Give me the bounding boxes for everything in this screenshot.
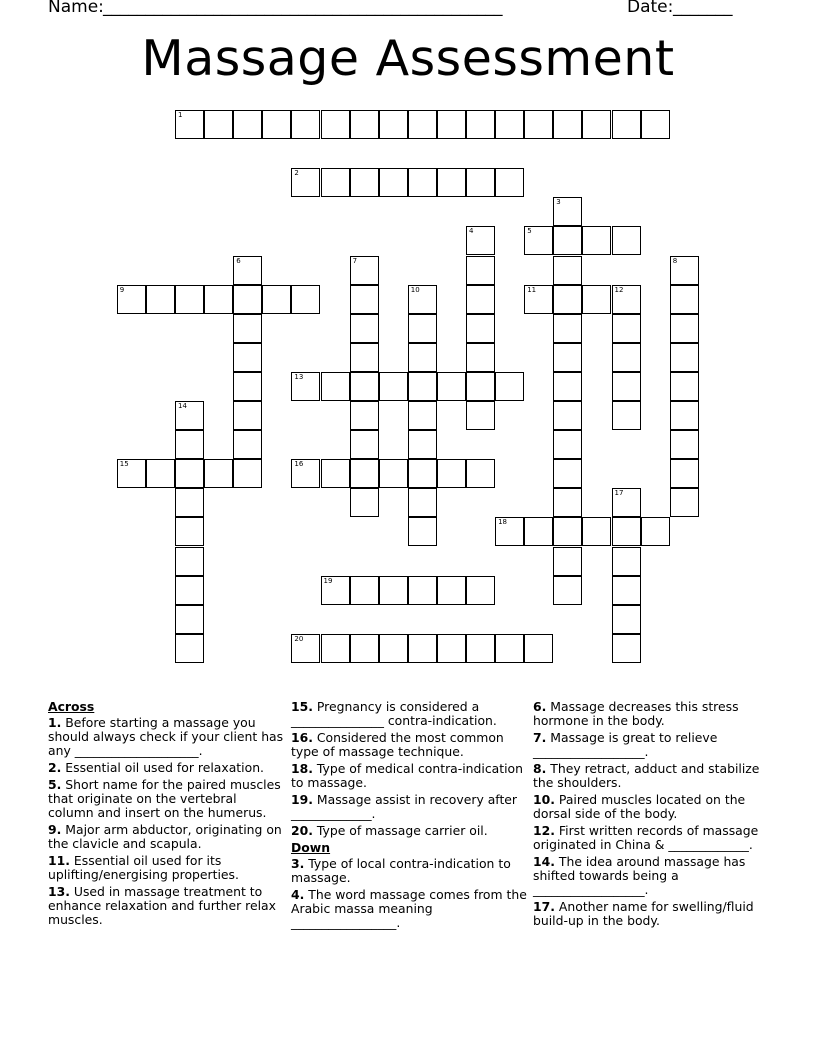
crossword-cell[interactable] (582, 110, 611, 139)
crossword-cell[interactable] (262, 285, 291, 314)
crossword-cell[interactable] (553, 343, 582, 372)
crossword-cell[interactable] (408, 314, 437, 343)
crossword-cell[interactable] (612, 605, 641, 634)
crossword-cell[interactable] (553, 459, 582, 488)
clue-down-12 (533, 824, 769, 852)
clue-across-15 (291, 700, 527, 728)
clue-number-label: 4 (469, 227, 474, 236)
clue-text: Paired muscles located on the dorsal side of the body. (533, 792, 746, 821)
crossword-cell[interactable] (321, 110, 350, 139)
crossword-cell[interactable] (553, 517, 582, 546)
clue-down-10 (533, 793, 769, 821)
clue-down-17 (533, 900, 769, 928)
clue-number: 8. (533, 761, 547, 776)
crossword-cell[interactable] (175, 110, 204, 139)
crossword-cell[interactable] (524, 634, 553, 663)
crossword-cell[interactable] (175, 634, 204, 663)
crossword-cell[interactable] (379, 372, 408, 401)
clue-number-label: 10 (410, 285, 420, 294)
crossword-cell[interactable] (350, 285, 379, 314)
crossword-cell[interactable] (379, 168, 408, 197)
crossword-cell[interactable] (350, 110, 379, 139)
crossword-cell[interactable] (408, 401, 437, 430)
clue-down-4 (291, 888, 527, 930)
crossword-cell[interactable] (670, 256, 699, 285)
crossword-cell[interactable] (582, 285, 611, 314)
crossword-cell[interactable] (466, 459, 495, 488)
clue-down-6 (533, 700, 769, 728)
crossword-cell[interactable] (495, 517, 524, 546)
crossword-cell[interactable] (670, 285, 699, 314)
crossword-cell[interactable] (670, 459, 699, 488)
clue-number-label: 17 (614, 489, 624, 498)
crossword-cell[interactable] (379, 459, 408, 488)
clue-number: 20. (291, 823, 313, 838)
crossword-cell[interactable] (495, 168, 524, 197)
clue-number: 10. (533, 792, 555, 807)
page-title: Massage Assessment (141, 30, 675, 87)
crossword-cell[interactable] (321, 576, 350, 605)
clue-across-20 (291, 824, 527, 838)
crossword-cell[interactable] (291, 372, 320, 401)
crossword-cell[interactable] (408, 285, 437, 314)
clue-down-8 (533, 762, 769, 790)
crossword-cell[interactable] (350, 634, 379, 663)
crossword-cell[interactable] (612, 226, 641, 255)
crossword-cell[interactable] (466, 576, 495, 605)
clue-text: Short name for the paired muscles that originate on the vertebral column and insert on the humerus. (48, 777, 281, 820)
crossword-cell[interactable] (233, 430, 262, 459)
clue-number-label: 14 (178, 402, 187, 410)
crossword-cell[interactable] (524, 517, 553, 546)
crossword-cell[interactable] (350, 372, 379, 401)
crossword-cell[interactable] (612, 576, 641, 605)
clue-text: Before starting a massage you should always check if your client has any ____________________. (48, 715, 284, 758)
crossword-cell[interactable] (408, 576, 437, 605)
clue-text: They retract, adduct and stabilize the shoulders. (533, 761, 760, 790)
clue-number: 6. (533, 699, 547, 714)
clue-number: 13. (48, 884, 70, 899)
crossword-cell[interactable] (379, 576, 408, 605)
clue-number-label: 5 (527, 227, 532, 236)
clue-number: 5. (48, 777, 62, 792)
clue-text: Massage is great to relieve __________________. (533, 730, 718, 759)
clue-number-label: 1 (178, 111, 183, 119)
clue-number: 9. (48, 822, 62, 837)
crossword-cell[interactable] (262, 110, 291, 139)
crossword-cell[interactable] (553, 576, 582, 605)
clue-across-18 (291, 762, 527, 790)
clue-across-9 (48, 823, 284, 851)
clue-column-1 (48, 700, 284, 930)
crossword-cell[interactable] (553, 110, 582, 139)
crossword-cell[interactable] (350, 576, 379, 605)
crossword-cell[interactable] (670, 488, 699, 517)
clue-text: Type of medical contra-indication to massage. (291, 761, 523, 790)
clue-down-7 (533, 731, 769, 759)
crossword-cell[interactable] (466, 285, 495, 314)
crossword-cell[interactable] (408, 343, 437, 372)
crossword-cell[interactable] (612, 634, 641, 663)
clue-number: 2. (48, 760, 62, 775)
crossword-cell[interactable] (641, 110, 670, 139)
clue-number-label: 20 (294, 634, 304, 643)
crossword-cell[interactable] (350, 168, 379, 197)
crossword-cell[interactable] (670, 401, 699, 430)
crossword-cell[interactable] (466, 168, 495, 197)
clue-text: Type of local contra-indication to massage. (291, 856, 511, 885)
crossword-cell[interactable] (350, 314, 379, 343)
crossword-cell[interactable] (408, 488, 437, 517)
clue-number: 12. (533, 823, 555, 838)
crossword-cell[interactable] (350, 488, 379, 517)
crossword-cell[interactable] (321, 459, 350, 488)
crossword-cell[interactable] (175, 430, 204, 459)
crossword-cell[interactable] (466, 226, 495, 255)
crossword-cell[interactable] (437, 576, 466, 605)
crossword-cell[interactable] (612, 488, 641, 517)
crossword-cell[interactable] (437, 168, 466, 197)
clue-column-3 (533, 700, 769, 931)
crossword-cell[interactable] (582, 226, 611, 255)
crossword-cell[interactable] (612, 285, 641, 314)
crossword-cell[interactable] (175, 401, 204, 430)
clue-number: 15. (291, 699, 313, 714)
crossword-cell[interactable] (495, 372, 524, 401)
crossword-cell[interactable] (437, 372, 466, 401)
clue-text: The idea around massage has shifted towards being a __________________. (533, 854, 746, 897)
clue-number: 1. (48, 715, 62, 730)
crossword-cell[interactable] (408, 372, 437, 401)
crossword-cell[interactable] (495, 634, 524, 663)
clue-text: The word massage comes from the Arabic massa meaning _________________. (291, 887, 527, 930)
crossword-cell[interactable] (524, 110, 553, 139)
name-label: Name: (48, 0, 104, 17)
crossword-cell[interactable] (350, 401, 379, 430)
crossword-cell[interactable] (553, 488, 582, 517)
crossword-cell[interactable] (233, 372, 262, 401)
clue-number-label: 6 (236, 256, 241, 265)
clue-text: Essential oil used for its uplifting/energising properties. (48, 853, 239, 882)
clue-across-19 (291, 793, 527, 821)
clue-number: 7. (533, 730, 547, 745)
clue-text: Major arm abductor, originating on the clavicle and scapula. (48, 822, 282, 851)
crossword-cell[interactable] (612, 547, 641, 576)
clue-across-5 (48, 778, 284, 820)
crossword-cell[interactable] (175, 285, 204, 314)
crossword-cell[interactable] (233, 256, 262, 285)
crossword-cell[interactable] (175, 547, 204, 576)
crossword-cell[interactable] (321, 372, 350, 401)
crossword-cell[interactable] (553, 197, 582, 226)
clue-text: Another name for swelling/fluid build-up in the body. (533, 899, 754, 928)
crossword-cell[interactable] (437, 459, 466, 488)
clue-text: Massage assist in recovery after _____________. (291, 792, 518, 821)
crossword-cell[interactable] (175, 488, 204, 517)
clue-down-14 (533, 855, 769, 897)
clue-number-label: 16 (294, 460, 304, 469)
crossword-cell[interactable] (350, 256, 379, 285)
clue-across-11 (48, 854, 284, 882)
crossword-cell[interactable] (670, 372, 699, 401)
crossword-cell[interactable] (553, 372, 582, 401)
crossword-cell[interactable] (321, 168, 350, 197)
crossword-cell[interactable] (553, 401, 582, 430)
crossword-cell[interactable] (233, 343, 262, 372)
crossword-cell[interactable] (553, 430, 582, 459)
clue-number: 3. (291, 856, 305, 871)
crossword-cell[interactable] (612, 343, 641, 372)
crossword-cell[interactable] (291, 110, 320, 139)
clue-column-2 (291, 700, 527, 933)
down-heading: Down (291, 840, 331, 855)
crossword-cell[interactable] (670, 314, 699, 343)
crossword-cell[interactable] (291, 168, 320, 197)
crossword-cell[interactable] (146, 285, 175, 314)
crossword-cell[interactable] (466, 401, 495, 430)
clue-number-label: 7 (352, 256, 358, 265)
clue-text: Essential oil used for relaxation. (65, 760, 264, 775)
crossword-cell[interactable] (466, 314, 495, 343)
crossword-cell[interactable] (408, 517, 437, 546)
crossword-cell[interactable] (466, 372, 495, 401)
clue-text: Used in massage treatment to enhance relaxation and further relax muscles. (48, 884, 276, 927)
crossword-cell[interactable] (379, 110, 408, 139)
crossword-cell[interactable] (408, 459, 437, 488)
crossword-cell[interactable] (175, 517, 204, 546)
clue-text: Considered the most common type of massage technique. (291, 730, 504, 759)
crossword-cell[interactable] (175, 576, 204, 605)
crossword-cell[interactable] (408, 430, 437, 459)
clue-number-label: 13 (294, 372, 304, 381)
crossword-cell[interactable] (233, 110, 262, 139)
clue-across-1 (48, 716, 284, 758)
clue-number-label: 19 (323, 576, 333, 585)
crossword-cell[interactable] (641, 517, 670, 546)
crossword-cell[interactable] (175, 605, 204, 634)
crossword-cell[interactable] (524, 226, 553, 255)
clue-text: First written records of massage originated in China & _____________. (533, 823, 759, 852)
crossword-cell[interactable] (291, 285, 320, 314)
crossword-cell[interactable] (670, 343, 699, 372)
crossword-cell[interactable] (379, 634, 408, 663)
name-field[interactable]: _______________________________________________ (103, 0, 503, 17)
clue-across-13 (48, 885, 284, 927)
crossword-cell[interactable] (670, 430, 699, 459)
clue-number-label: 11 (527, 285, 537, 294)
crossword-cell[interactable] (553, 285, 582, 314)
clue-number-label: 15 (119, 460, 129, 469)
crossword-cell[interactable] (408, 110, 437, 139)
crossword-cell[interactable] (350, 430, 379, 459)
crossword-cell[interactable] (612, 517, 641, 546)
crossword-cell[interactable] (437, 110, 466, 139)
crossword-cell[interactable] (233, 314, 262, 343)
clue-text: Type of massage carrier oil. (316, 823, 488, 838)
crossword-cell[interactable] (553, 226, 582, 255)
crossword-cell[interactable] (495, 110, 524, 139)
crossword-cell[interactable] (466, 634, 495, 663)
crossword-cell[interactable] (437, 634, 466, 663)
date-field[interactable]: _______ (673, 0, 733, 17)
crossword-cell[interactable] (553, 256, 582, 285)
crossword-cell[interactable] (175, 459, 204, 488)
clue-number: 18. (291, 761, 313, 776)
clue-number: 19. (291, 792, 313, 807)
clue-number: 11. (48, 853, 70, 868)
crossword-cell[interactable] (117, 285, 146, 314)
crossword-cell[interactable] (466, 343, 495, 372)
clue-number: 16. (291, 730, 313, 745)
crossword-cell[interactable] (612, 401, 641, 430)
clue-number-label: 2 (294, 169, 299, 178)
crossword-cell[interactable] (350, 459, 379, 488)
crossword-cell[interactable] (233, 459, 262, 488)
crossword-cell[interactable] (204, 459, 233, 488)
crossword-cell[interactable] (291, 634, 320, 663)
crossword-cell[interactable] (204, 285, 233, 314)
crossword-cell[interactable] (291, 459, 320, 488)
crossword-cell[interactable] (408, 634, 437, 663)
crossword-cell[interactable] (321, 634, 350, 663)
crossword-cell[interactable] (553, 547, 582, 576)
clue-text: Massage decreases this stress hormone in the body. (533, 699, 739, 728)
crossword-cell[interactable] (612, 372, 641, 401)
crossword-cell[interactable] (524, 285, 553, 314)
crossword-cell[interactable] (350, 343, 379, 372)
clue-text: Pregnancy is considered a _______________ contra-indication. (291, 699, 497, 728)
across-heading: Across (48, 699, 95, 714)
crossword-cell[interactable] (117, 459, 146, 488)
date-label: Date: (627, 0, 674, 17)
clue-number-label: 8 (672, 256, 678, 265)
crossword-cell[interactable] (146, 459, 175, 488)
crossword-cell[interactable] (553, 314, 582, 343)
crossword-cell[interactable] (233, 401, 262, 430)
crossword-cell[interactable] (582, 517, 611, 546)
crossword-cell[interactable] (612, 314, 641, 343)
clue-number-label: 9 (119, 285, 125, 294)
clue-number-label: 12 (614, 285, 624, 294)
crossword-cell[interactable] (466, 256, 495, 285)
crossword-cell[interactable] (233, 285, 262, 314)
crossword-cell[interactable] (204, 110, 233, 139)
clue-across-2 (48, 761, 284, 775)
crossword-cell[interactable] (466, 110, 495, 139)
clue-across-16 (291, 731, 527, 759)
clue-number-label: 18 (498, 518, 508, 527)
clue-number-label: 3 (556, 198, 561, 207)
clue-number: 4. (291, 887, 305, 902)
clue-number: 14. (533, 854, 555, 869)
clue-number: 17. (533, 899, 555, 914)
crossword-cell[interactable] (408, 168, 437, 197)
crossword-cell[interactable] (612, 110, 641, 139)
clue-down-3 (291, 857, 527, 885)
